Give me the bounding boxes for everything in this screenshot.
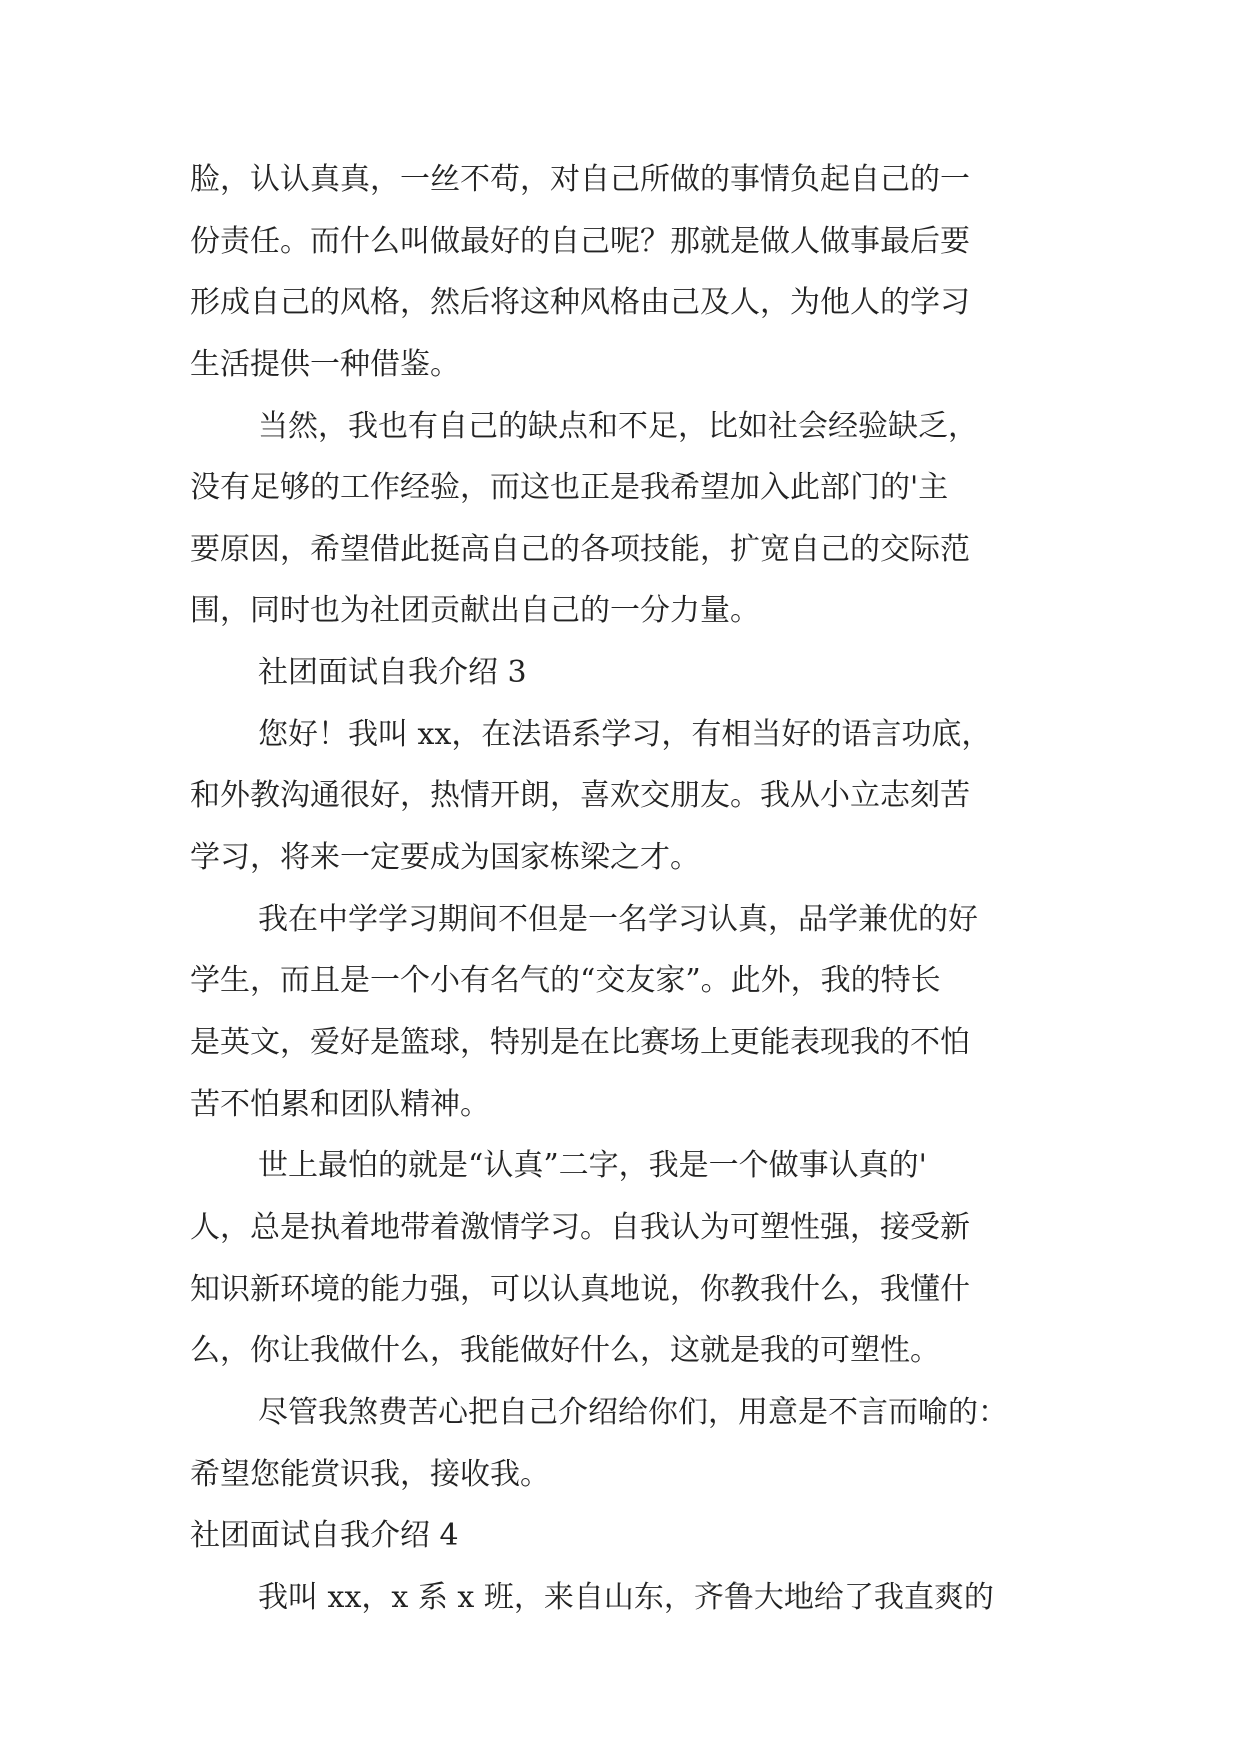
text-line: 份责任。而什么叫做最好的自己呢？那就是做人做事最后要 — [190, 224, 970, 259]
text-line: 没有足够的工作经验，而这也正是我希望加入此部门的'主 — [190, 470, 949, 505]
text-line: 生活提供一种借鉴。 — [190, 347, 460, 382]
text-line: 知识新环境的能力强，可以认真地说，你教我什么，我懂什 — [190, 1272, 970, 1307]
paragraph-first-line: 我叫 xx，x 系 x 班，来自山东，齐鲁大地给了我直爽的 — [258, 1580, 994, 1615]
paragraph-first-line: 当然，我也有自己的缺点和不足，比如社会经验缺乏， — [258, 409, 978, 444]
text-line: 形成自己的风格，然后将这种风格由己及人，为他人的学习 — [190, 285, 970, 320]
section-heading: 社团面试自我介绍 3 — [258, 655, 527, 690]
paragraph-first-line: 尽管我煞费苦心把自己介绍给你们，用意是不言而喻的： — [258, 1395, 1008, 1430]
text-line: 么，你让我做什么，我能做好什么，这就是我的可塑性。 — [190, 1333, 940, 1368]
text-line: 人，总是执着地带着激情学习。自我认为可塑性强，接受新 — [190, 1210, 970, 1245]
text-line: 学生，而且是一个小有名气的“交友家”。此外，我的特长 — [190, 963, 941, 998]
paragraph-first-line: 我在中学学习期间不但是一名学习认真，品学兼优的好 — [258, 902, 978, 937]
section-heading: 社团面试自我介绍 4 — [190, 1518, 459, 1553]
text-line: 苦不怕累和团队精神。 — [190, 1087, 490, 1122]
text-line: 脸，认认真真，一丝不苟，对自己所做的事情负起自己的一 — [190, 162, 970, 197]
paragraph-first-line: 您好！我叫 xx，在法语系学习，有相当好的语言功底， — [258, 717, 992, 752]
paragraph-first-line: 世上最怕的就是“认真”二字，我是一个做事认真的' — [258, 1148, 927, 1183]
text-line: 学习，将来一定要成为国家栋梁之才。 — [190, 840, 700, 875]
text-line: 和外教沟通很好，热情开朗，喜欢交朋友。我从小立志刻苦 — [190, 778, 970, 813]
text-line: 围，同时也为社团贡献出自己的一分力量。 — [190, 593, 760, 628]
text-line: 希望您能赏识我，接收我。 — [190, 1457, 550, 1492]
text-line: 是英文，爱好是篮球，特别是在比赛场上更能表现我的不怕 — [190, 1025, 970, 1060]
text-line: 要原因，希望借此挺高自己的各项技能，扩宽自己的交际范 — [190, 532, 970, 567]
